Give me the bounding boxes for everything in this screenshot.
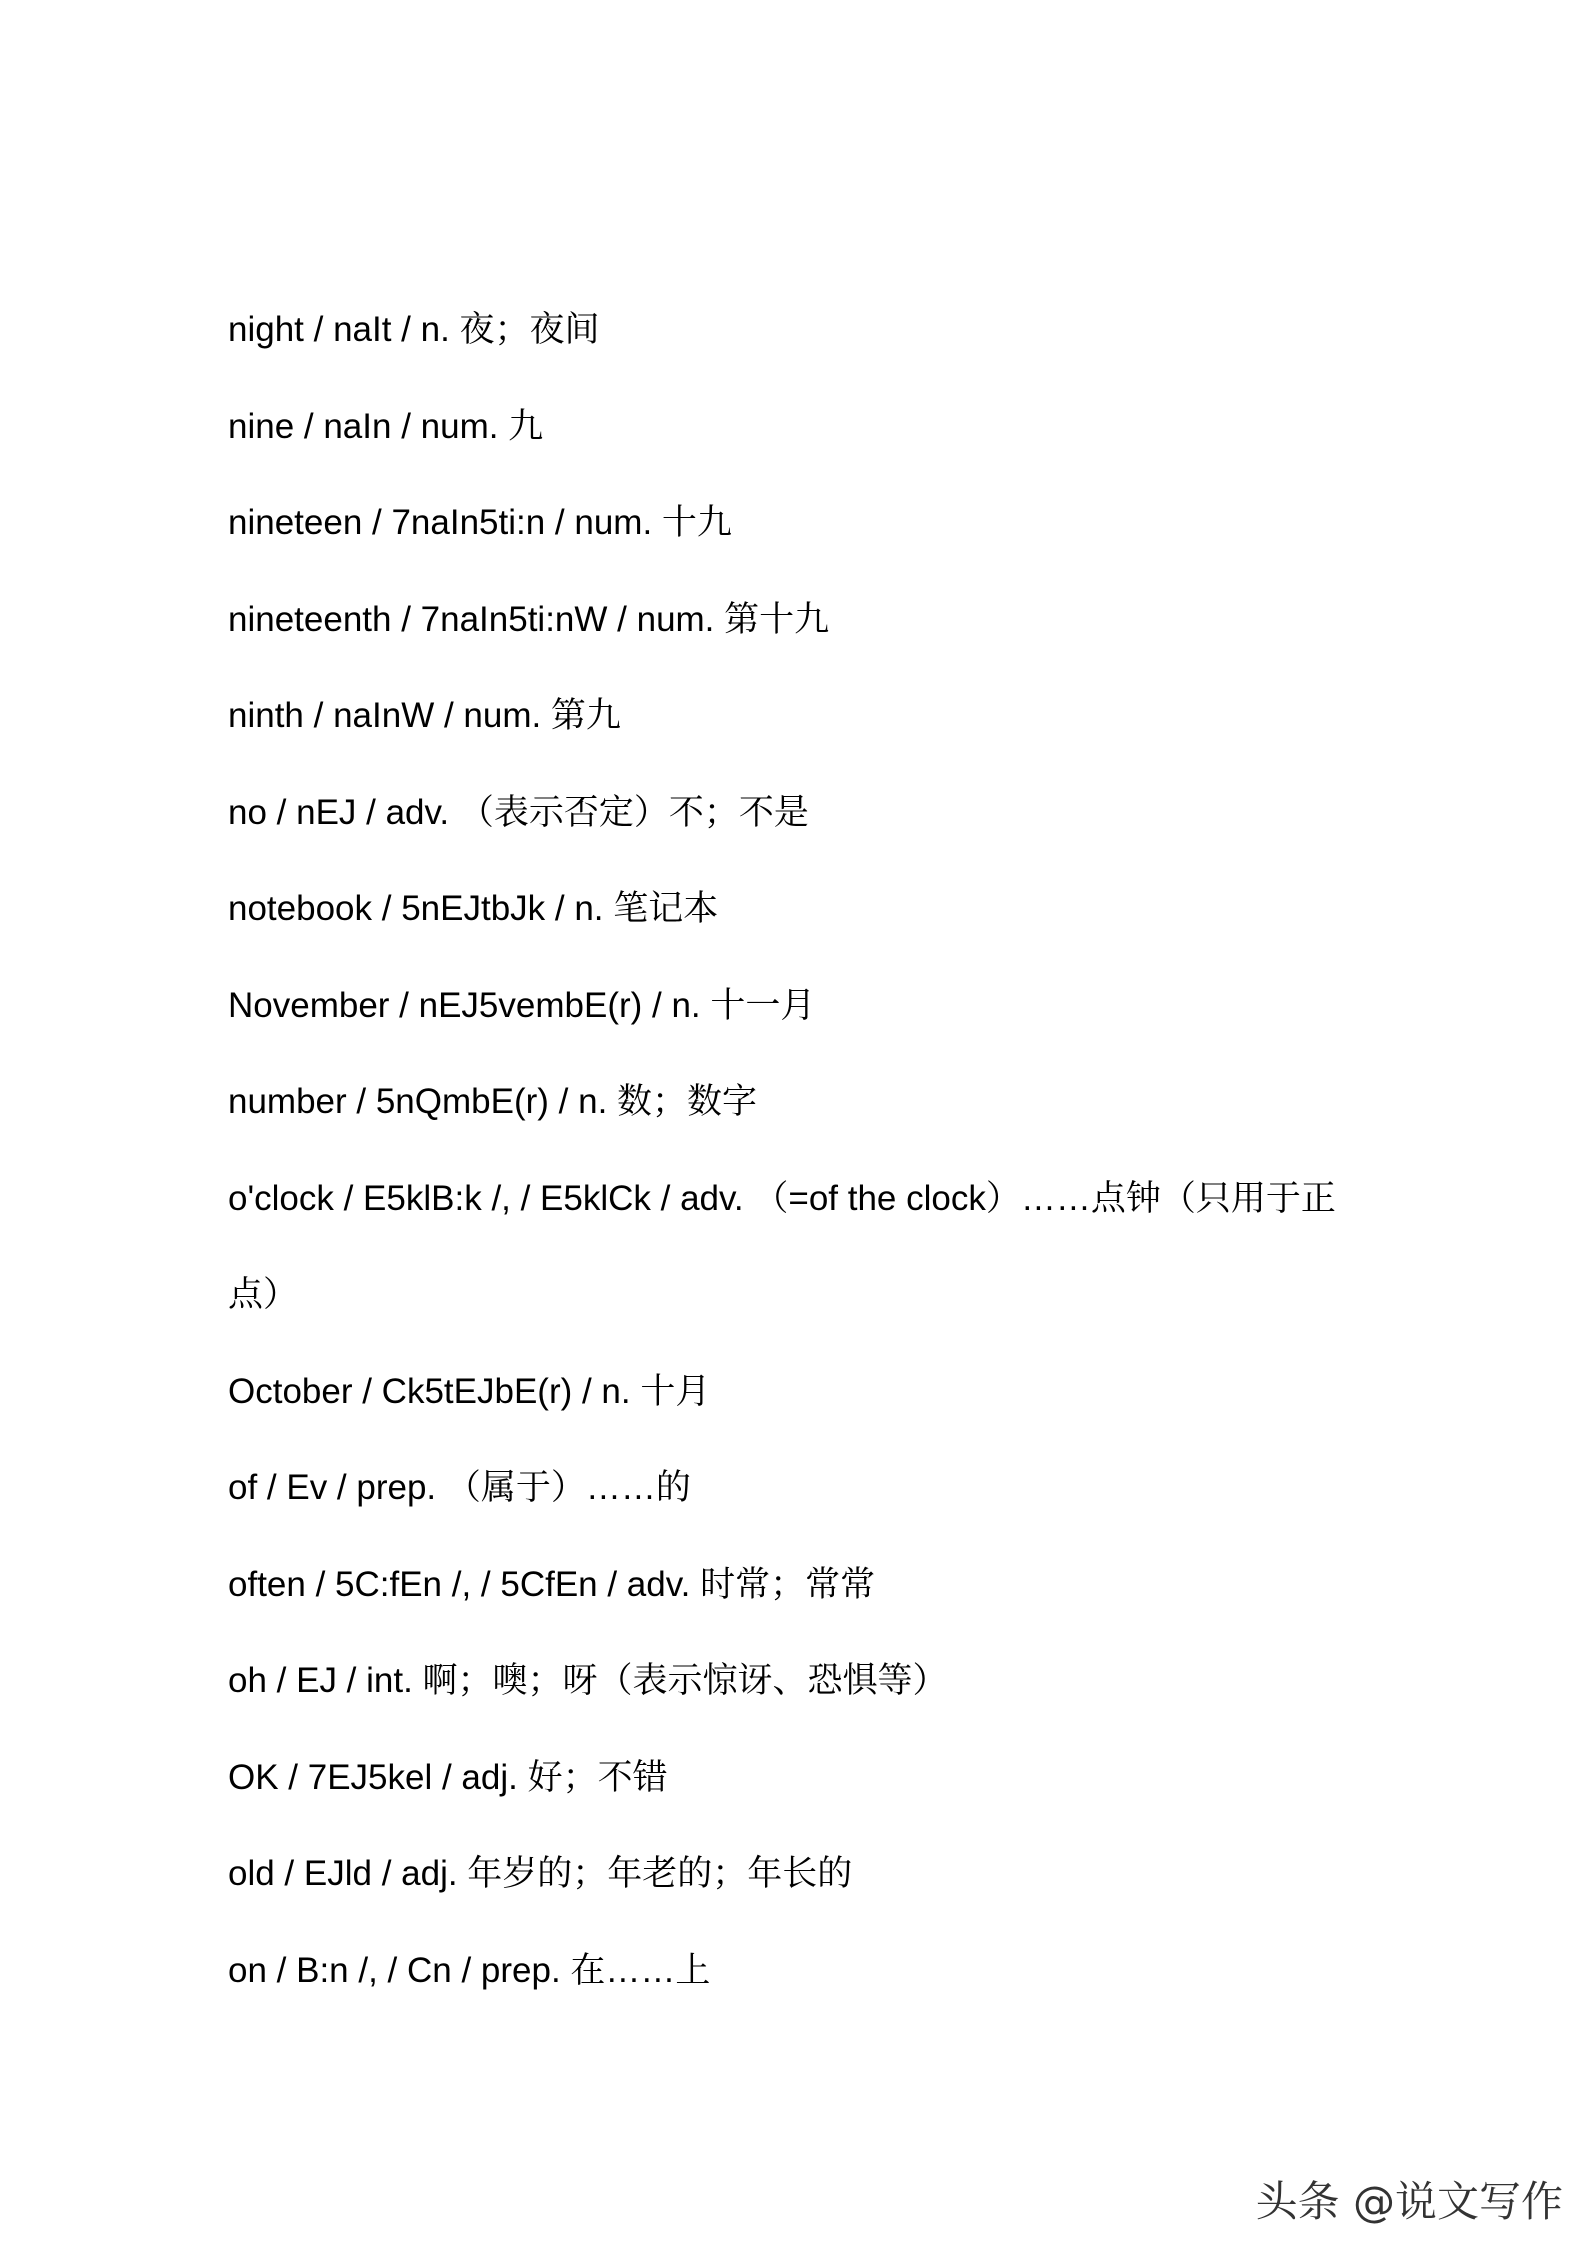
vocab-entry: OK / 7EJ5kel / adj. 好；不错 — [228, 1757, 668, 1797]
vocab-entry: night / naIt / n. 夜；夜间 — [228, 310, 600, 349]
vocab-entry: old / EJld / adj. 年岁的；年老的；年长的 — [228, 1854, 853, 1893]
vocab-entry: often / 5C:fEn /, / 5CfEn / adv. 时常；常常 — [228, 1564, 876, 1604]
vocab-entry: o'clock / E5klB:k /, / E5klCk / adv. （=of the clock）……点钟（只用于正点） — [228, 1178, 1336, 1314]
vocab-entry: October / Ck5tEJbE(r) / n. 十月 — [228, 1371, 711, 1411]
vocab-entry: November / nEJ5vembE(r) / n. 十一月 — [228, 985, 816, 1025]
vocab-entry: notebook / 5nEJtbJk / n. 笔记本 — [228, 889, 719, 928]
vocab-entry: number / 5nQmbE(r) / n. 数；数字 — [228, 1082, 758, 1121]
watermark: 头条 @说文写作 — [1255, 2177, 1563, 2226]
vocab-entry: nineteenth / 7naIn5ti:nW / num. 第十九 — [228, 599, 830, 639]
vocabulary-list — [228, 282, 1378, 2019]
vocab-entry: nine / naIn / num. 九 — [228, 406, 544, 446]
vocab-entry: on / B:n /, / Cn / prep. 在……上 — [228, 1950, 711, 1990]
vocab-entry: oh / EJ / int. 啊；噢；呀（表示惊讶、恐惧等） — [228, 1661, 948, 1700]
vocab-entry: of / Ev / prep. （属于）……的 — [228, 1468, 691, 1507]
vocab-entry: ninth / naInW / num. 第九 — [228, 696, 621, 735]
vocab-entry: nineteen / 7naIn5ti:n / num. 十九 — [228, 503, 732, 542]
vocab-entry: no / nEJ / adv. （表示否定）不；不是 — [228, 792, 809, 832]
